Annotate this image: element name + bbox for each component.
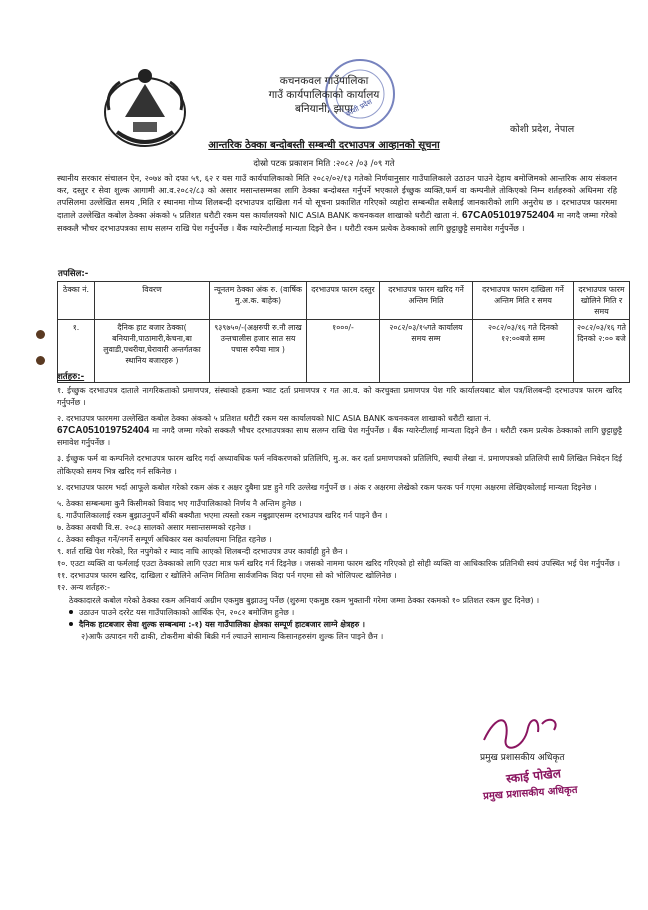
column-header: ठेक्का नं. [58,282,95,320]
condition-item: ५. ठेक्का सम्बन्धमा कुनै किसीमको विवाद भए गाउँपालिकाको निर्णय नै अन्तिम हुनेछ । [57,498,302,508]
condition-item: १०. एउटा व्यक्ति वा फर्मलाई एउटा ठेक्काको लागि एउटा मात्र फर्म खरिद गर्न दिइनेछ । जसको नाममा फारम खरिद गरिएको हो सोही व्यक्ति वा आधिकारिक प्रतिनिधी स्वयं उपस्थित भई पेश गर्नुपर्नेछ । [57,559,621,569]
form-fee: १०००/- [307,320,380,383]
condition-item: ठेक्कादारले कबोल गरेको ठेक्का रकम अनिवार्य अग्रीम एकमुष्ठ बुझाउनु पर्नेछ (शुरुमा एकमुष्ठ रकम भुक्तानी गरेमा जम्मा ठेक्का रकमको १० प्रतिशत रकम छुट दिनेछ) । [69,595,540,605]
condition-item: २. दरभाउपत्र फारममा उल्लेखित कबोल ठेक्का अंकको ५ प्रतिशत धरौटी रकम यस कार्यालयको NIC ASIA BANK कचनकवल शाखाको धरौटी खाता नं. [57,414,492,424]
submission-deadline: २०८२/०३/१६ गते दिनको १२:००बजे सम्म [473,320,574,383]
publish-date: दोस्रो पटक प्रकाशन मिति :२०८२ /०३ /०९ गते [253,159,395,169]
stamp-text: कोशी प्रदेश [344,97,374,119]
municipality-name: कचनकवल गाउँपालिका [279,75,369,87]
condition-item: उठाउन पाउने दररेट यस गाउँपालिकाको आर्थिक ऐन, २०८२ बमोजिम हुनेछ । [57,607,622,619]
tender-number: १. [58,320,95,383]
condition-item: ७. ठेक्का अवधी वि.स. २०८३ सालको असार मसान्तसम्मको रहनेछ । [57,522,252,532]
bullet-icon [69,610,73,614]
condition-item: ८. ठेक्का स्वीकृत गर्ने/नगर्ने सम्पूर्ण अधिकार यस कार्यालयमा निहित रहनेछ । [57,535,272,545]
column-header: दरभाउपत्र फारम दाखिला गर्ने अन्तिम मिति र समय [473,282,574,320]
conditions-heading: शर्तहरु:- [57,372,85,382]
details-heading: तपसिल:- [58,269,89,279]
intro-paragraph: स्थानीय सरकार संचालन ऐन, २०७४ को दफा ५९, ६२ र यस गाउँ कार्यपालिकाको मिति २०८२/०२/१३ गतेको निर्णयानुसार गाउँपालिकाले उठाउन पाउने देहाय बमोजिमको आन्तरिक आय संकलन कर, दस्तुर र सेवा शुल्क आगामी आ.व.२०८२/८३ को असार मसान्तसम्मका लागि ठेक्का बन्दोबस्त गर्नुपर्ने भएकाले ईच्छुक व्यक्ति,फर्म वा कम्पनीले तोकिएको निम्न शर्तहरुको अधिनमा रहि तपसिलमा उल्लेखित समय ,मिति र स्थानमा गोप्य शिलबन्दी दरभाउपत्र दाखिला गर्न यो सूचना प्रकाशित गरिएको व्यहोरा सम्बन्धीत सबैलाई जानकारीको लागि अनुरोध छ । दरभाउपत्र फारममा दाताले उल्लेखित कबोल ठेक्का अंकको ५ प्रतिशत धरौटी रकम यस कार्यालयको NIC ASIA BANK कचनकवल शाखाको धरौटी खाता नं. 67CA051019752404 मा नगदै जम्मा गरेको सक्कलै भौचर दरभाउपत्रका साथ सलग्न राखि पेश गर्नुपर्नेछ । बैंक ग्यारेन्टीलाई मान्यता दिइने छैन । धरौटी रकम प्रत्येक ठेक्काको लागि छुट्टाछुट्टै समावेश गर्नुपर्नेछ । [57,173,618,233]
condition-item: १२. अन्य शर्तहरु:- [57,583,110,593]
conditions-list [57,385,622,643]
notice-title: आन्तरिक ठेक्का बन्दोबस्ती सम्बन्धी दरभाउपत्र आव्हानको सूचना [208,140,440,151]
bullet-icon [69,622,73,626]
bank-account-number: 67CA051019752404 [57,425,150,437]
bank-account-number: 67CA051019752404 [461,209,555,221]
condition-item: ४. दरभाउपत्र फारम भर्दा आफूले कबोल गरेको रकम अंक र अक्षर दुबैमा प्रष्ट हुने गरि उल्लेख गर्नुपर्ने छ । अंक र अक्षरमा लेखेको रकम फरक पर्न गएमा अक्षरमा लेखिएकोलाई मान्यता दिइनेछ । [57,482,597,492]
condition-item: २)आफै उत्पादन गरी ढाकी, टोकरीमा बोकी बिक्री गर्न ल्याउने सामान्य किसानहरुसंग शुल्क लिन पाइने छैन । [81,631,384,641]
punch-hole-icon [36,356,45,365]
column-header: दरभाउपत्र फारम खरिद गर्ने अन्तिम मिति [380,282,473,320]
office-name: गाउँ कार्यपालिकाको कार्यालय [268,89,380,101]
condition-item: दैनिक हाटबजार सेवा शुल्क सम्बन्धमा :-१) यस गाउँपालिका क्षेत्रका सम्पूर्ण हाटबजार लाग्ने क्षेत्रहरु । [57,619,622,631]
signatory-name: स्काई पोखेल [505,766,562,786]
signatory-stamp-role: प्रमुख प्रशासकीय अधिकृत [482,784,578,803]
condition-item: ६. गाउँपालिकालाई रकम बुझाउनुपर्ने बाँकी बक्यौता भएमा त्यस्तो रकम नबुझाएसम्म दरभाउपत्र खरिद गर्न पाइने छैन । [57,510,388,520]
province-label: कोशी प्रदेश, नेपाल [510,124,575,135]
opening-date: २०८२/०३/१६ गते दिनको २:०० बजे [574,320,630,383]
condition-item: 67CA051019752404 मा नगदै जम्मा गरेको सक्कलै भौचर दरभाउपत्रका साथ सलग्न राखि पेश गर्नुपर्नेछ । बैंक ग्यारेन्टीलाई मान्यता दिइने छैन । धरौटी रकम प्रत्येक ठेक्काको लागि छुट्टाछुट्टै समावेश गर्नुपर्नेछ । [57,425,622,448]
column-header: दरभाउपत्र फारम दस्तुर [307,282,380,320]
office-address: बनियानी, झापा [295,103,353,115]
tender-table [57,281,630,383]
condition-item: ३. ईच्छुक फर्म वा कम्पनिले दरभाउपत्र फारम खरिद गर्दा अध्यावधिक फर्म नविकरणको प्रतिलिपि, मु.अ. कर दर्ता प्रमाणपत्रको प्रतिलिपि, स्थायी लेखा नं. प्रमाणपत्रको प्रतिलिपी साथै लिखित निवेदन दिई तोकिएको समय भित्र खरिद गर्न सकिनेछ । [57,454,622,476]
condition-item: ९. शर्त राखि पेश गरेको, रित नपुगेको र म्याद नाघि आएको शिलबन्दी दरभाउपत्र उपर कार्वाही हुने छैन । [57,547,348,557]
condition-item: १. ईच्छुक दरभाउपत्र दाताले नागरिकताको प्रमाणपत्र, संस्थाको हकमा भ्याट दर्ता प्रमाणपत्र र गत आ.व. को करचुक्ता प्रमाणपत्र पेश गरि कार्यालयबाट बोल पत्र/शिलबन्दी दरभाउपत्र फारम खरिद गर्नुपर्नेछ । [57,386,622,408]
signatory-role: प्रमुख प्रशासकीय अधिकृत [480,753,565,763]
punch-hole-icon [36,330,45,339]
column-header: विवरण [95,282,210,320]
column-header: न्यूनतम ठेक्का अंक रु. (वार्षिक मु.अ.क. बाहेक) [210,282,307,320]
minimum-amount: ९३९७५०/-(अक्षरुपी रु.नौ लाख उन्तचालीस हजार सात सय पचास रुपैया मात्र ) [210,320,307,383]
table-row [58,320,630,383]
condition-item: ११. दरभाउपत्र फारम खरिद, दाखिला र खोलिने अन्तिम मितिमा सार्वजनिक विदा पर्न गएमा सो को भोलिपल्ट खोलिनेछ । [57,571,397,581]
tender-description: दैनिक हाट बजार ठेक्का( बनियानी,पाठामारी,केचना,बा लुवाडी,पथरीया,घेरावारी अन्तर्गतका स्थानिय बजारहरु ) [95,320,210,383]
column-header: दरभाउपत्र फारम खोलिने मिति र समय [574,282,630,320]
purchase-deadline: २०८२/०३/१५गते कार्यालय समय सम्म [380,320,473,383]
table-header-row [58,282,630,320]
